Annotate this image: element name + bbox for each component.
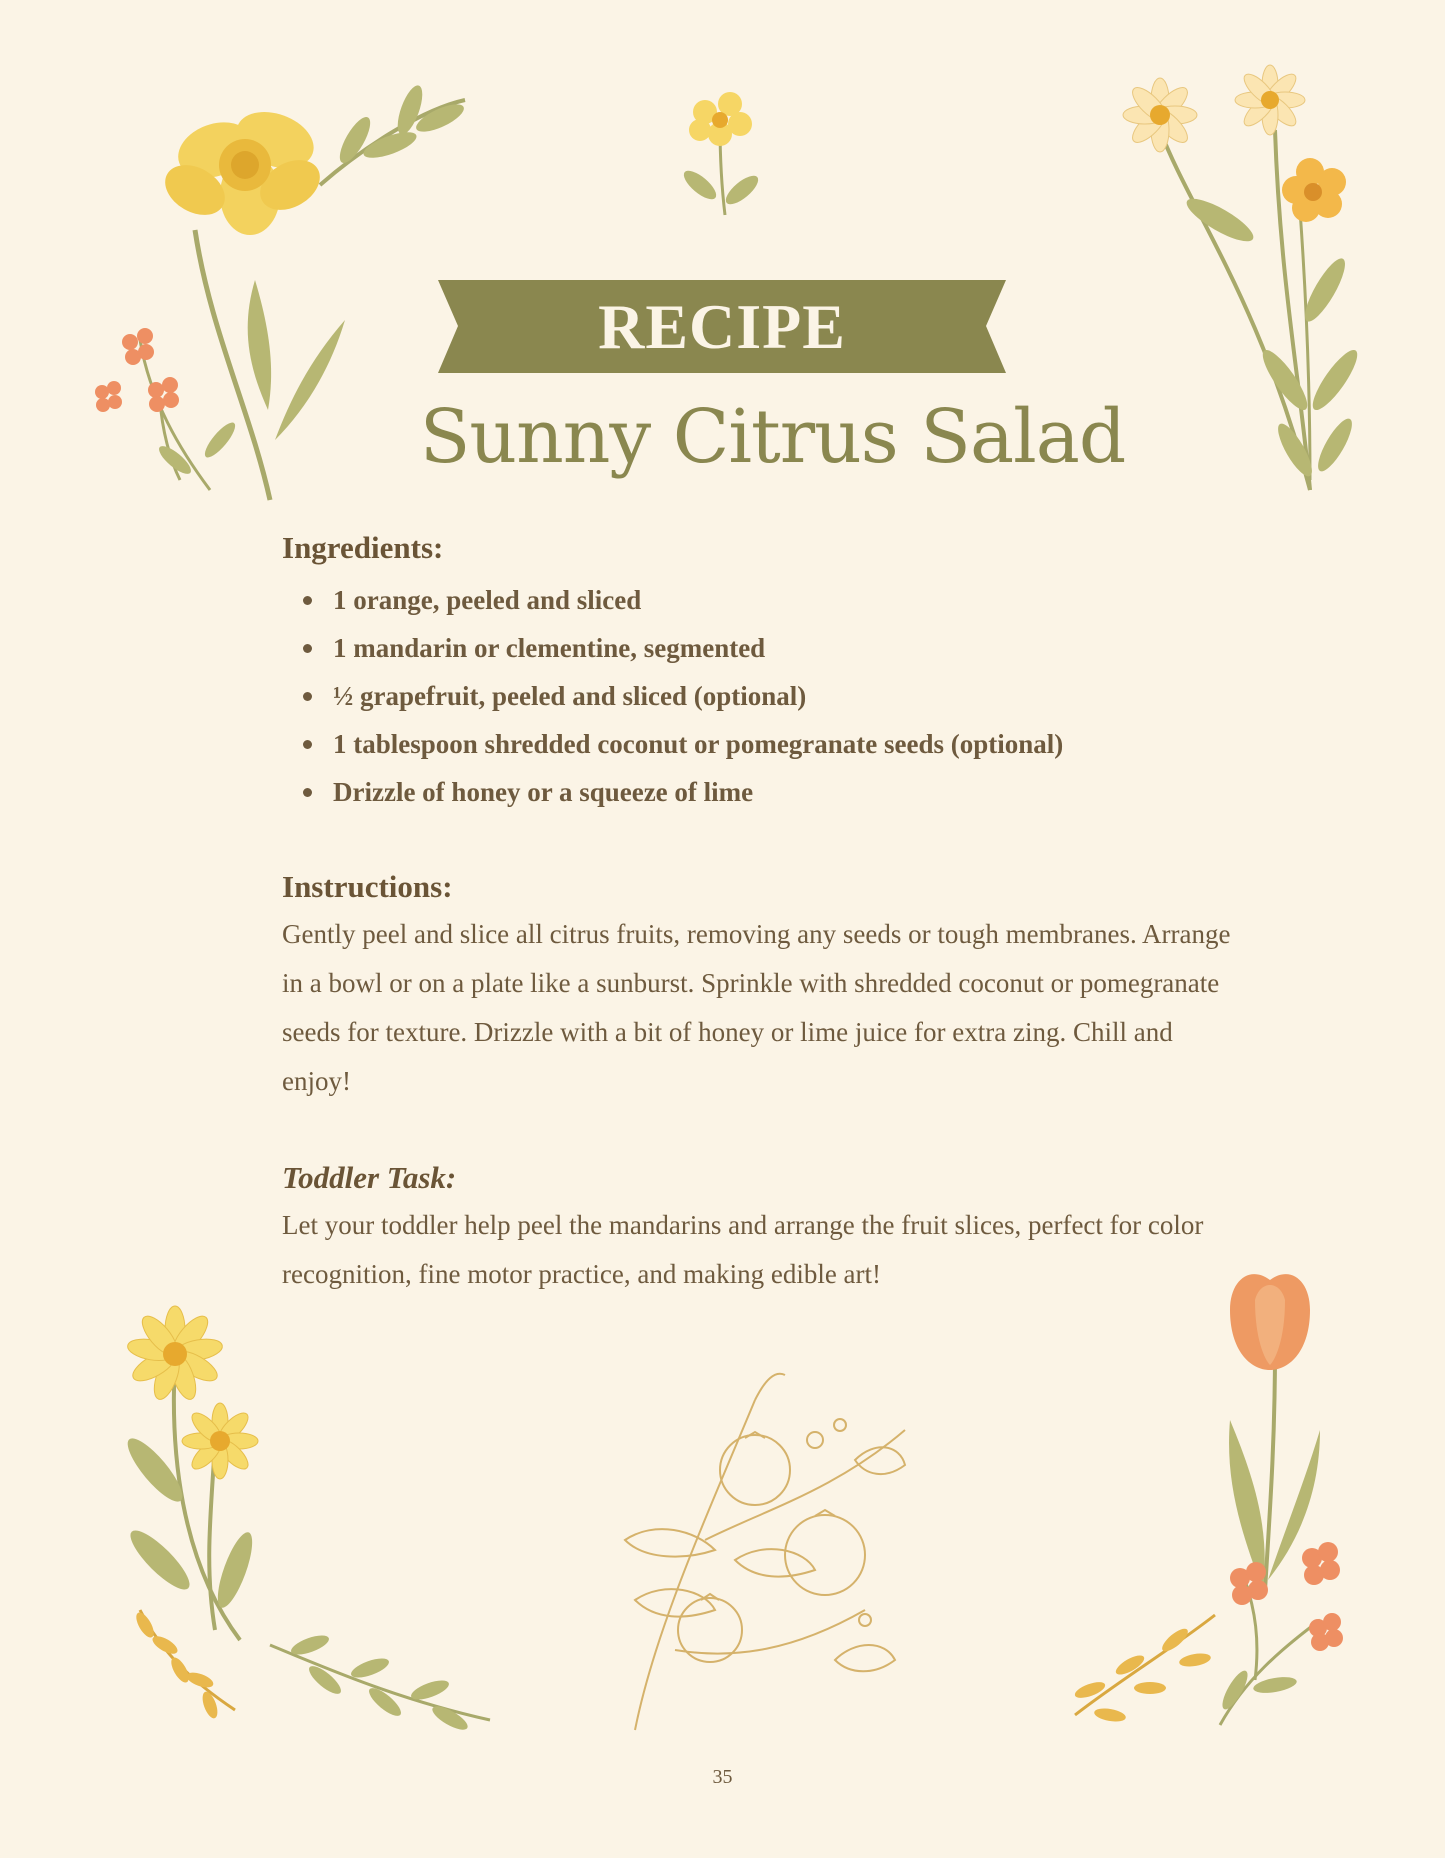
recipe-banner	[438, 280, 1006, 373]
page-number: 35	[712, 1766, 733, 1788]
list-item: 1 mandarin or clementine, segmented	[282, 624, 1242, 672]
recipe-title: Sunny Citrus Salad	[419, 394, 1126, 480]
tulip-icon	[1070, 1260, 1360, 1730]
buttercup-icon	[680, 90, 770, 220]
ingredients-list	[282, 576, 1242, 816]
recipe-content	[282, 530, 1242, 1299]
yellow-daisy-icon	[120, 1300, 500, 1730]
toddler-heading: Toddler Task:	[282, 1160, 457, 1195]
ingredients-heading: Ingredients:	[282, 530, 444, 565]
toddler-text: Let your toddler help peel the mandarins and arrange the fruit slices, perfect for color recognition, fine motor practice, and making edible art!	[282, 1210, 1204, 1289]
list-item: 1 orange, peeled and sliced	[282, 576, 1242, 624]
list-item: 1 tablespoon shredded coconut or pomegranate seeds (optional)	[282, 720, 1242, 768]
citrus-branch-icon	[615, 1370, 915, 1730]
instructions-text: Gently peel and slice all citrus fruits, removing any seeds or tough membranes. Arrange in a bowl or on a plate like a sunburst. Sprinkle with shredded coconut or pomegranate seeds for texture. Drizzle with a bit of honey or lime juice for extra zing. Chill and enjoy!	[282, 919, 1231, 1096]
instructions-section	[282, 869, 1242, 1106]
list-item: Drizzle of honey or a squeeze of lime	[282, 768, 1242, 816]
toddler-section	[282, 1160, 1242, 1299]
list-item: ½ grapefruit, peeled and sliced (optional)	[282, 672, 1242, 720]
instructions-heading: Instructions:	[282, 869, 453, 904]
banner-label: RECIPE	[598, 290, 846, 362]
ingredients-section	[282, 530, 1242, 816]
